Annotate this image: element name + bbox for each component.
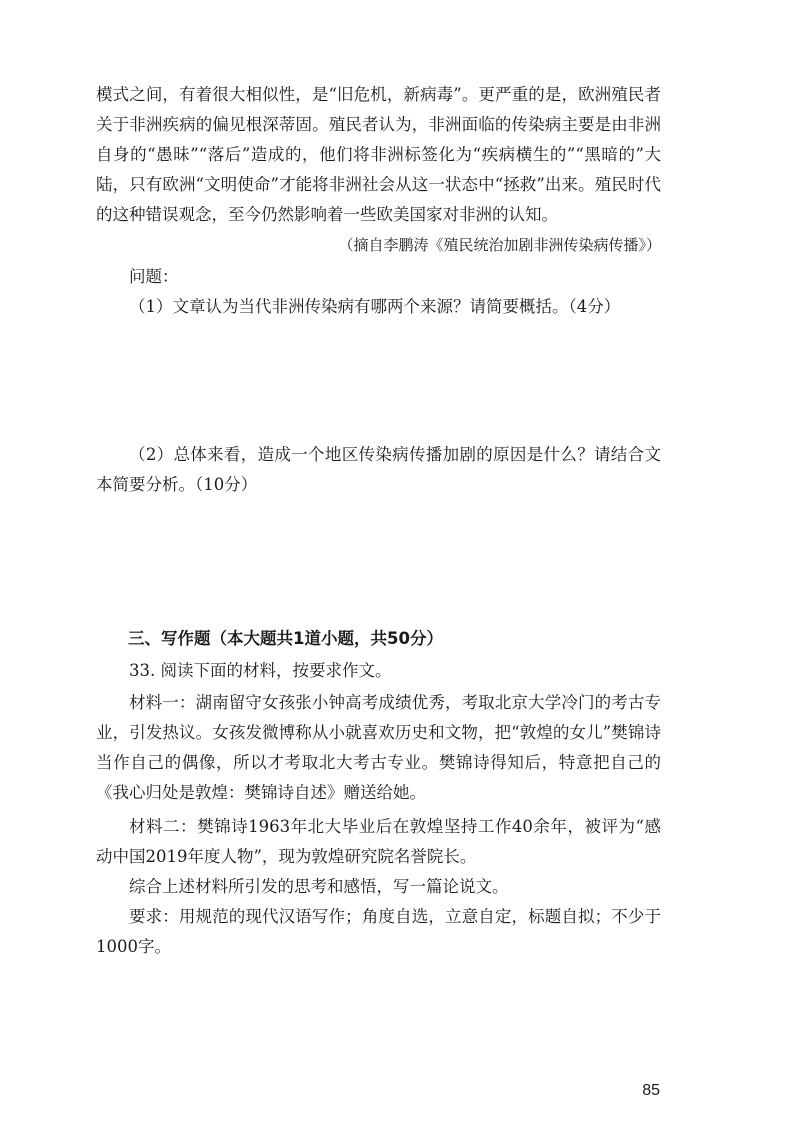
writing-requirement: 要求：用规范的现代汉语写作；角度自选，立意自定，标题自拟；不少于1000字。 <box>96 907 661 956</box>
writing-instruction: 综合上述材料所引发的思考和感悟，写一篇论说文。 <box>129 877 509 896</box>
page-number: 85 <box>642 1082 660 1099</box>
passage-source: （摘自李鹏涛《殖民统治加剧非洲传染病传播》） <box>338 236 661 254</box>
section-heading: 三、写作题（本大题共1道小题，共50分） <box>128 629 443 648</box>
questions-label: 问题： <box>129 267 179 286</box>
material-two: 材料二：樊锦诗1963年北大毕业后在敦煌坚持工作40余年，被评为“感动中国2019年度人物”，现为敦煌研究院名誉院长。 <box>96 817 661 866</box>
material-one: 材料一：湖南留守女孩张小钟高考成绩优秀，考取北京大学冷门的考古专业，引发热议。女孩发微博称从小就喜欢历史和文物，把“敦煌的女儿”樊锦诗当作自己的偶像，所以才考取北大考古专业。樊锦诗得知后，特意把自己的《我心归处是敦煌：樊锦诗自述》赠送给她。 <box>96 693 661 802</box>
passage-continuation: 模式之间，有着很大相似性，是“旧危机，新病毒”。更严重的是，欧洲殖民者关于非洲疾病的偏见根深蒂固。殖民者认为，非洲面临的传染病主要是由非洲自身的“愚昧”“落后”造成的，他们将非洲标签化为“疾病横生的”“黑暗的”大陆，只有欧洲“文明使命”才能将非洲社会从这一状态中“拯救”出来。殖民时代的这种错误观念，至今仍然影响着一些欧美国家对非洲的认知。 <box>96 85 661 224</box>
question-1: （1）文章认为当代非洲传染病有哪两个来源？请简要概括。（4分） <box>129 297 621 316</box>
question-2: （2）总体来看，造成一个地区传染病传播加剧的原因是什么？请结合文本简要分析。（10分） <box>96 445 661 494</box>
writing-prompt: 33. 阅读下面的材料，按要求作文。 <box>129 661 392 680</box>
